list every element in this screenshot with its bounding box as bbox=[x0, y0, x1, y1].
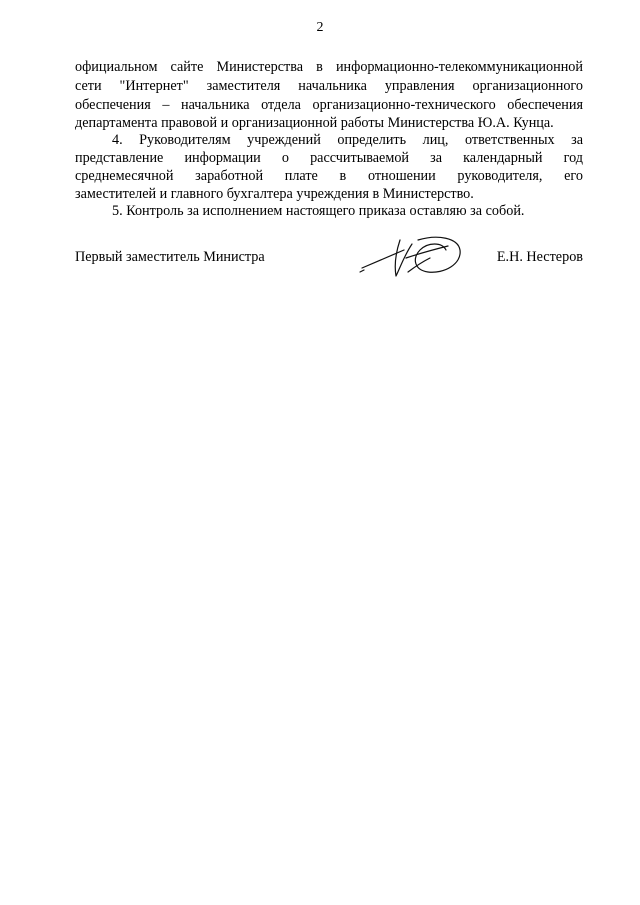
paragraph-4-line-2: представление информации о рассчитываемой за календарный год bbox=[75, 150, 583, 166]
signatory-position: Первый заместитель Министра bbox=[75, 249, 265, 265]
paragraph-3-line-4: департамента правовой и организационной работы Министерства Ю.А. Кунца. bbox=[75, 115, 554, 131]
paragraph-4-line-3: среднемесячной заработной плате в отношении руководителя, его bbox=[75, 168, 583, 184]
handwritten-signature bbox=[356, 228, 468, 284]
paragraph-3-line-3: обеспечения – начальника отдела организационно-технического обеспечения bbox=[75, 97, 583, 113]
paragraph-3-line-1: официальном сайте Министерства в информационно-телекоммуникационной bbox=[75, 59, 583, 75]
signatory-name: Е.Н. Нестеров bbox=[496, 249, 583, 265]
paragraph-4-line-4: заместителей и главного бухгалтера учреждения в Министерство. bbox=[75, 186, 474, 202]
paragraph-5-line-1: 5. Контроль за исполнением настоящего приказа оставляю за собой. bbox=[112, 203, 525, 219]
paragraph-3-line-2: сети "Интернет" заместителя начальника управления организационного bbox=[75, 78, 583, 94]
paragraph-4-line-1: 4. Руководителям учреждений определить лиц, ответственных за bbox=[112, 132, 583, 148]
page-number: 2 bbox=[316, 20, 324, 35]
